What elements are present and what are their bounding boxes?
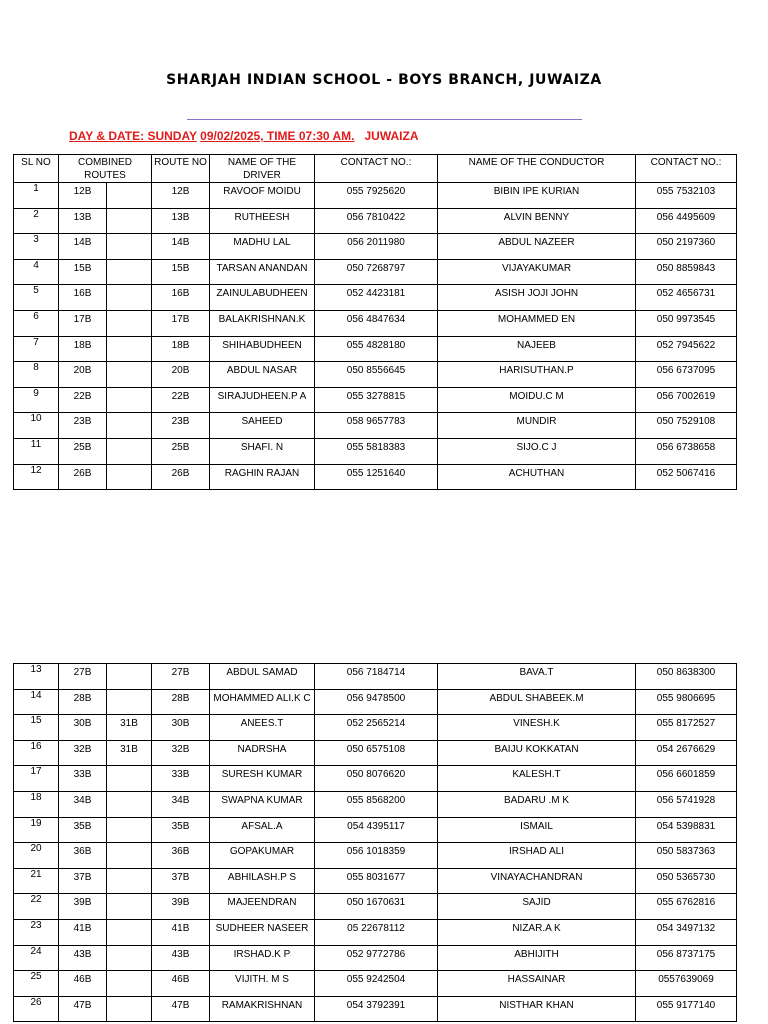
sl-no-cell: 17 [14,766,59,792]
driver-contact-cell: 056 7810422 [315,208,438,234]
combined-route-extra-cell [107,996,152,1022]
route-no-cell: 43B [152,945,210,971]
conductor-contact-cell: 052 7945622 [636,336,737,362]
route-no-cell: 16B [152,285,210,311]
conductor-name-cell: BADARU .M K [438,791,636,817]
combined-route-cell: 37B [59,868,107,894]
combined-route-extra-cell [107,336,152,362]
route-no-cell: 23B [152,413,210,439]
combined-route-extra-cell [107,894,152,920]
driver-contact-cell: 056 2011980 [315,234,438,260]
conductor-name-cell: ISMAIL [438,817,636,843]
driver-name-cell: RAMAKRISHNAN [210,996,315,1022]
driver-contact-cell: 050 7268797 [315,259,438,285]
driver-name-cell: TARSAN ANANDAN [210,259,315,285]
combined-route-extra-cell [107,868,152,894]
conductor-name-cell: SAJID [438,894,636,920]
driver-name-cell: ABDUL NASAR [210,362,315,388]
table-row [14,791,737,817]
col-header-conductor-name: NAME OF THE CONDUCTOR [438,155,636,183]
combined-route-cell: 41B [59,919,107,945]
conductor-name-cell: NAJEEB [438,336,636,362]
combined-route-cell: 22B [59,387,107,413]
route-no-cell: 14B [152,234,210,260]
table-row [14,715,737,741]
sl-no-cell: 19 [14,817,59,843]
combined-route-cell: 23B [59,413,107,439]
conductor-name-cell: HASSAINAR [438,971,636,997]
table-row [14,362,737,388]
combined-route-extra-cell [107,259,152,285]
sl-no-cell: 1 [14,183,59,209]
conductor-contact-cell: 055 7532103 [636,183,737,209]
driver-name-cell: GOPAKUMAR [210,843,315,869]
driver-name-cell: RAGHIN RAJAN [210,464,315,490]
combined-route-cell: 12B [59,183,107,209]
conductor-name-cell: MOHAMMED EN [438,310,636,336]
combined-route-cell: 35B [59,817,107,843]
route-no-cell: 34B [152,791,210,817]
location: JUWAIZA [364,129,419,143]
combined-route-cell: 15B [59,259,107,285]
sl-no-cell: 15 [14,715,59,741]
sl-no-cell: 6 [14,310,59,336]
driver-contact-cell: 050 6575108 [315,740,438,766]
combined-route-extra-cell [107,791,152,817]
driver-name-cell: NADRSHA [210,740,315,766]
table-row [14,689,737,715]
combined-route-extra-cell [107,362,152,388]
table-row [14,438,737,464]
driver-name-cell: SURESH KUMAR [210,766,315,792]
driver-name-cell: SUDHEER NASEER [210,919,315,945]
route-no-cell: 30B [152,715,210,741]
sl-no-cell: 21 [14,868,59,894]
combined-route-extra-cell [107,310,152,336]
page-title: SHARJAH INDIAN SCHOOL - BOYS BRANCH, JUWAIZA [166,72,602,88]
combined-route-extra-cell [107,464,152,490]
sl-no-cell: 22 [14,894,59,920]
route-no-cell: 26B [152,464,210,490]
table-row [14,183,737,209]
driver-contact-cell: 052 2565214 [315,715,438,741]
table-row [14,336,737,362]
conductor-name-cell: IRSHAD ALI [438,843,636,869]
driver-name-cell: VIJITH. M S [210,971,315,997]
route-no-cell: 37B [152,868,210,894]
driver-contact-cell: 054 4395117 [315,817,438,843]
sl-no-cell: 18 [14,791,59,817]
sl-no-cell: 13 [14,664,59,690]
driver-contact-cell: 050 8076620 [315,766,438,792]
combined-route-cell: 46B [59,971,107,997]
driver-contact-cell: 055 9242504 [315,971,438,997]
conductor-contact-cell: 050 2197360 [636,234,737,260]
sl-no-cell: 10 [14,413,59,439]
combined-route-extra-cell [107,817,152,843]
table-row [14,285,737,311]
table-row [14,817,737,843]
conductor-contact-cell: 054 3497132 [636,919,737,945]
conductor-contact-cell: 056 8737175 [636,945,737,971]
conductor-contact-cell: 050 8638300 [636,664,737,690]
route-no-cell: 15B [152,259,210,285]
sl-no-cell: 24 [14,945,59,971]
driver-name-cell: RUTHEESH [210,208,315,234]
driver-contact-cell: 050 8556645 [315,362,438,388]
driver-contact-cell: 05 22678112 [315,919,438,945]
table-row [14,766,737,792]
table-row [14,208,737,234]
table-row [14,868,737,894]
conductor-name-cell: NISTHAR KHAN [438,996,636,1022]
conductor-contact-cell: 055 9177140 [636,996,737,1022]
combined-route-cell: 25B [59,438,107,464]
route-no-cell: 22B [152,387,210,413]
route-no-cell: 13B [152,208,210,234]
route-no-cell: 36B [152,843,210,869]
conductor-name-cell: VINESH.K [438,715,636,741]
conductor-contact-cell: 054 2676629 [636,740,737,766]
table-row [14,740,737,766]
conductor-name-cell: ABDUL NAZEER [438,234,636,260]
sl-no-cell: 26 [14,996,59,1022]
table-body [14,183,737,490]
sl-no-cell: 20 [14,843,59,869]
driver-name-cell: SHAFI. N [210,438,315,464]
driver-name-cell: ABDUL SAMAD [210,664,315,690]
col-header-combined-routes: COMBINED ROUTES [59,155,152,183]
conductor-contact-cell: 050 7529108 [636,413,737,439]
route-no-cell: 27B [152,664,210,690]
route-no-cell: 20B [152,362,210,388]
combined-route-extra-cell [107,664,152,690]
route-no-cell: 17B [152,310,210,336]
conductor-contact-cell: 052 4656731 [636,285,737,311]
conductor-name-cell: ACHUTHAN [438,464,636,490]
route-table-part-2 [13,663,737,1022]
sl-no-cell: 25 [14,971,59,997]
driver-contact-cell: 055 5818383 [315,438,438,464]
driver-contact-cell: 058 9657783 [315,413,438,439]
conductor-name-cell: NIZAR.A K [438,919,636,945]
table-row [14,996,737,1022]
route-no-cell: 28B [152,689,210,715]
conductor-name-cell: ABHIJITH [438,945,636,971]
route-no-cell: 33B [152,766,210,792]
conductor-name-cell: ALVIN BENNY [438,208,636,234]
conductor-name-cell: VIJAYAKUMAR [438,259,636,285]
driver-contact-cell: 056 4847634 [315,310,438,336]
combined-route-extra-cell [107,766,152,792]
driver-name-cell: AFSAL.A [210,817,315,843]
combined-route-extra-cell: 31B [107,740,152,766]
conductor-contact-cell: 055 8172527 [636,715,737,741]
driver-name-cell: SWAPNA KUMAR [210,791,315,817]
route-no-cell: 46B [152,971,210,997]
table-row [14,971,737,997]
conductor-name-cell: BIBIN IPE KURIAN [438,183,636,209]
table-row [14,664,737,690]
combined-route-extra-cell [107,945,152,971]
combined-route-extra-cell [107,208,152,234]
driver-name-cell: SIRAJUDHEEN.P A [210,387,315,413]
driver-contact-cell: 055 8568200 [315,791,438,817]
driver-contact-cell: 054 3792391 [315,996,438,1022]
combined-route-cell: 14B [59,234,107,260]
table-row [14,464,737,490]
route-table-part-1 [13,154,737,490]
combined-route-extra-cell [107,843,152,869]
route-no-cell: 47B [152,996,210,1022]
conductor-contact-cell: 050 9973545 [636,310,737,336]
date-time: 09/02/2025, TIME 07:30 AM. [200,129,355,143]
sl-no-cell: 3 [14,234,59,260]
combined-route-cell: 47B [59,996,107,1022]
table-row [14,843,737,869]
conductor-contact-cell: 055 6762816 [636,894,737,920]
driver-name-cell: SHIHABUDHEEN [210,336,315,362]
route-no-cell: 18B [152,336,210,362]
col-header-route-no: ROUTE NO [152,155,210,183]
driver-name-cell: SAHEED [210,413,315,439]
combined-route-extra-cell [107,183,152,209]
table-header-row [14,155,737,183]
combined-route-extra-cell [107,971,152,997]
conductor-name-cell: HARISUTHAN.P [438,362,636,388]
driver-name-cell: RAVOOF MOIDU [210,183,315,209]
sl-no-cell: 16 [14,740,59,766]
combined-route-cell: 36B [59,843,107,869]
conductor-contact-cell: 056 6601859 [636,766,737,792]
conductor-contact-cell: 0557639069 [636,971,737,997]
conductor-name-cell: MUNDIR [438,413,636,439]
day-label: DAY & DATE: SUNDAY [69,129,197,143]
driver-contact-cell: 055 3278815 [315,387,438,413]
combined-route-cell: 28B [59,689,107,715]
combined-route-cell: 33B [59,766,107,792]
col-header-driver-contact: CONTACT NO.: [315,155,438,183]
sl-no-cell: 2 [14,208,59,234]
conductor-contact-cell: 056 6737095 [636,362,737,388]
conductor-contact-cell: 050 5837363 [636,843,737,869]
sl-no-cell: 11 [14,438,59,464]
driver-contact-cell: 052 4423181 [315,285,438,311]
driver-contact-cell: 055 4828180 [315,336,438,362]
table-row [14,310,737,336]
combined-route-cell: 18B [59,336,107,362]
combined-route-cell: 43B [59,945,107,971]
driver-contact-cell: 056 9478500 [315,689,438,715]
sl-no-cell: 4 [14,259,59,285]
combined-route-extra-cell [107,919,152,945]
driver-name-cell: IRSHAD.K P [210,945,315,971]
combined-route-cell: 39B [59,894,107,920]
table-row [14,259,737,285]
combined-route-extra-cell [107,689,152,715]
combined-route-cell: 30B [59,715,107,741]
driver-contact-cell: 055 8031677 [315,868,438,894]
conductor-name-cell: ASISH JOJI JOHN [438,285,636,311]
driver-contact-cell: 055 7925620 [315,183,438,209]
conductor-name-cell: KALESH.T [438,766,636,792]
driver-contact-cell: 056 7184714 [315,664,438,690]
conductor-name-cell: BAIJU KOKKATAN [438,740,636,766]
combined-route-cell: 26B [59,464,107,490]
table-body [14,664,737,1022]
col-header-conductor-contact: CONTACT NO.: [636,155,737,183]
conductor-name-cell: VINAYACHANDRAN [438,868,636,894]
sl-no-cell: 14 [14,689,59,715]
route-no-cell: 35B [152,817,210,843]
combined-route-extra-cell [107,285,152,311]
combined-route-cell: 17B [59,310,107,336]
conductor-contact-cell: 050 8859843 [636,259,737,285]
table-row [14,413,737,439]
conductor-name-cell: MOIDU.C M [438,387,636,413]
sl-no-cell: 23 [14,919,59,945]
driver-name-cell: ANEES.T [210,715,315,741]
table-row [14,894,737,920]
conductor-name-cell: ABDUL SHABEEK.M [438,689,636,715]
route-no-cell: 12B [152,183,210,209]
conductor-contact-cell: 056 7002619 [636,387,737,413]
combined-route-extra-cell [107,234,152,260]
sl-no-cell: 8 [14,362,59,388]
conductor-contact-cell: 056 5741928 [636,791,737,817]
conductor-contact-cell: 055 9806695 [636,689,737,715]
table-row [14,387,737,413]
sl-no-cell: 9 [14,387,59,413]
date-line [69,129,418,143]
driver-name-cell: BALAKRISHNAN.K [210,310,315,336]
driver-contact-cell: 055 1251640 [315,464,438,490]
combined-route-cell: 13B [59,208,107,234]
col-header-sl-no: SL NO [14,155,59,183]
route-no-cell: 32B [152,740,210,766]
table-row [14,234,737,260]
combined-route-cell: 32B [59,740,107,766]
route-no-cell: 39B [152,894,210,920]
combined-route-extra-cell [107,387,152,413]
col-header-driver-name: NAME OF THE DRIVER [210,155,315,183]
driver-contact-cell: 050 1670631 [315,894,438,920]
conductor-contact-cell: 050 5365730 [636,868,737,894]
combined-route-cell: 27B [59,664,107,690]
conductor-contact-cell: 056 4495609 [636,208,737,234]
conductor-name-cell: SIJO.C J [438,438,636,464]
route-no-cell: 41B [152,919,210,945]
sl-no-cell: 7 [14,336,59,362]
combined-route-cell: 34B [59,791,107,817]
conductor-name-cell: BAVA.T [438,664,636,690]
conductor-contact-cell: 054 5398831 [636,817,737,843]
combined-route-extra-cell: 31B [107,715,152,741]
driver-name-cell: ABHILASH.P S [210,868,315,894]
combined-route-extra-cell [107,413,152,439]
route-no-cell: 25B [152,438,210,464]
sl-no-cell: 12 [14,464,59,490]
combined-route-extra-cell [107,438,152,464]
table-row [14,919,737,945]
combined-route-cell: 16B [59,285,107,311]
conductor-contact-cell: 056 6738658 [636,438,737,464]
combined-route-cell: 20B [59,362,107,388]
driver-name-cell: MAJEENDRAN [210,894,315,920]
driver-contact-cell: 052 9772786 [315,945,438,971]
driver-name-cell: MOHAMMED ALI.K C [210,689,315,715]
conductor-contact-cell: 052 5067416 [636,464,737,490]
table-row [14,945,737,971]
driver-contact-cell: 056 1018359 [315,843,438,869]
title-underline [187,119,582,120]
driver-name-cell: ZAINULABUDHEEN [210,285,315,311]
sl-no-cell: 5 [14,285,59,311]
driver-name-cell: MADHU LAL [210,234,315,260]
